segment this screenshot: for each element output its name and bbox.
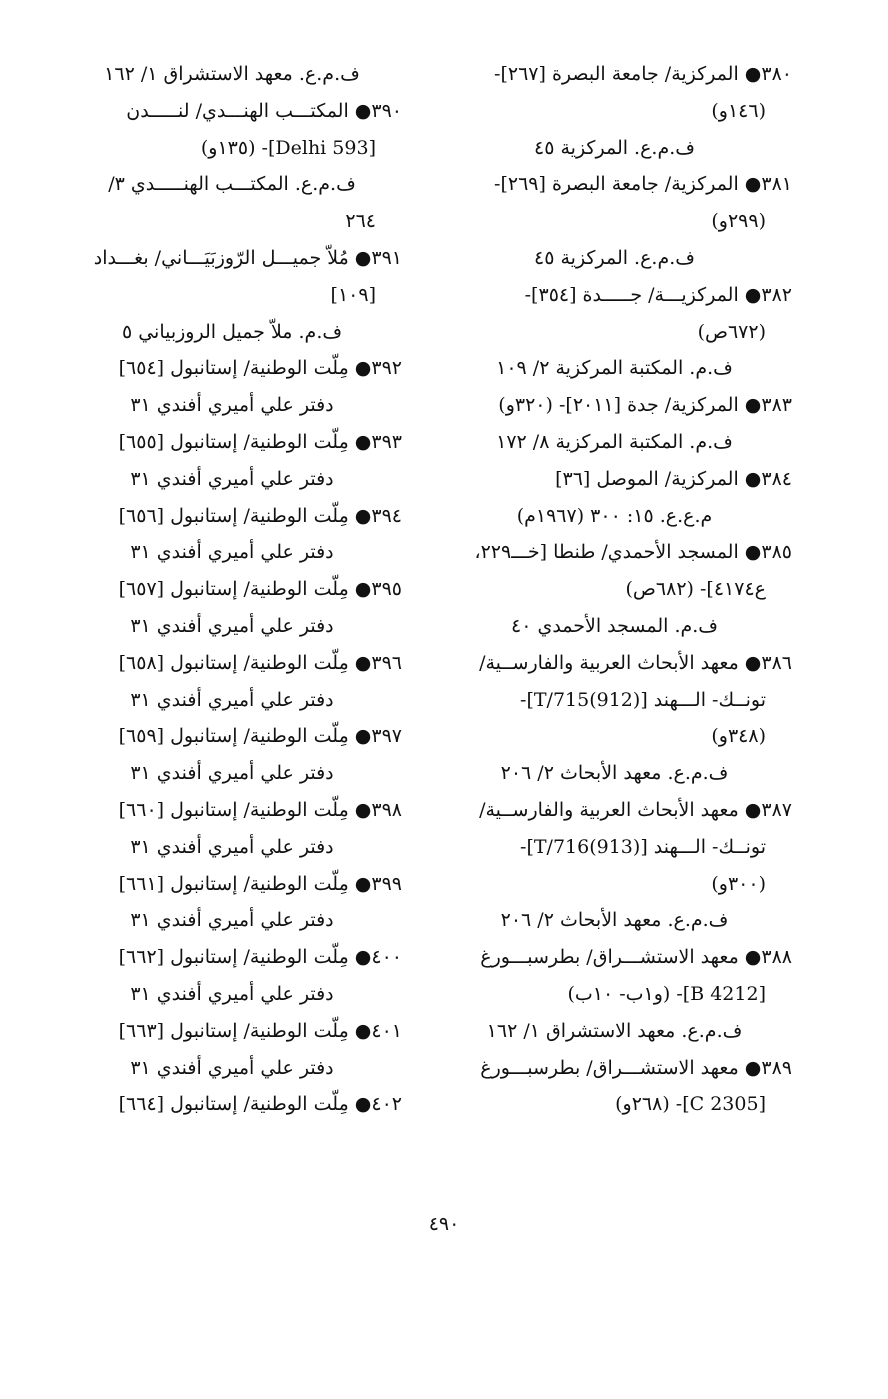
text-line: دفتر علي أميري أفندي ٣١ [130, 909, 334, 932]
text-line: ٤٠٢● مِلّت الوطنية/ إستانبول [٦٦٤] [118, 1093, 402, 1116]
text-line: دفتر علي أميري أفندي ٣١ [130, 982, 334, 1005]
text-line: تونــك- الـــهند [T/716(913)]- [520, 835, 766, 858]
text-line: دفتر علي أميري أفندي ٣١ [130, 762, 334, 785]
right-column [437, 56, 792, 1123]
text-line: ٢٦٤ [345, 210, 376, 233]
text-line: (٣٤٨و) [711, 725, 766, 748]
text-line: دفتر علي أميري أفندي ٣١ [130, 541, 334, 564]
text-line: ف.م.ع. معهد الاستشراق ١/ ١٦٢ [486, 1019, 743, 1042]
text-line: [١٠٩] [330, 283, 376, 306]
text-line: [C 2305]- (٢٦٨و) [615, 1093, 766, 1116]
text-line: ٤٠٠● مِلّت الوطنية/ إستانبول [٦٦٢] [118, 946, 402, 969]
text-line: ٣٨٦● معهد الأبحاث العربية والفارســية/ [479, 651, 792, 674]
text-line: ف.م. ملاّ جميل الروزبياني ٥ [121, 320, 343, 343]
text-line: [B 4212]- (و١ب- ١٠ب) [567, 982, 766, 1005]
text-line: ٣٨٣● المركزية/ جدة [٢٠١١]- (٣٢٠و) [498, 394, 792, 417]
text-line: ف.م.ع. معهد الأبحاث ٢/ ٢٠٦ [500, 762, 729, 785]
text-line: دفتر علي أميري أفندي ٣١ [130, 394, 334, 417]
text-line: ٣٨٨● معهد الاستشـــراق/ بطرسبـــورغ [480, 946, 792, 969]
text-line: ف.م.ع. معهد الأبحاث ٢/ ٢٠٦ [500, 909, 729, 932]
text-line: دفتر علي أميري أفندي ٣١ [130, 467, 334, 490]
text-line: ٣٨٩● معهد الاستشـــراق/ بطرسبـــورغ [480, 1056, 792, 1079]
text-line: ف.م.ع. المركزية ٤٥ [534, 246, 695, 269]
text-line: دفتر علي أميري أفندي ٣١ [130, 1056, 334, 1079]
text-line: (٣٠٠و) [711, 872, 766, 895]
text-line: ف.م. المكتبة المركزية ٢/ ١٠٩ [496, 357, 733, 380]
left-column [62, 56, 402, 1123]
text-line: ف.م.ع. المكتـــب الهنـــــدي ٣/ [108, 173, 356, 196]
text-line: ف.م.ع. المركزية ٤٥ [534, 136, 695, 159]
text-line: ٣٨٤● المركزية/ الموصل [٣٦] [555, 467, 792, 490]
text-line: ٣٨٧● معهد الأبحاث العربية والفارســية/ [479, 798, 792, 821]
text-line: [Delhi 593]- (١٣٥و) [200, 136, 376, 159]
text-line: ف.م. المسجد الأحمدي ٤٠ [510, 614, 718, 637]
page-number: ٤٩٠ [428, 1213, 460, 1235]
text-line: ٤٠١● مِلّت الوطنية/ إستانبول [٦٦٣] [118, 1019, 402, 1042]
text-line: ٣٩٤● مِلّت الوطنية/ إستانبول [٦٥٦] [118, 504, 402, 527]
text-line: ٣٩١● مُلاّ جميـــل الرّوزبَيَـــاني/ بغـــداد [93, 246, 402, 269]
text-line: ٣٩٩● مِلّت الوطنية/ إستانبول [٦٦١] [118, 872, 402, 895]
text-line: ٣٩٣● مِلّت الوطنية/ إستانبول [٦٥٥] [118, 430, 402, 453]
text-line: ف.م.ع. معهد الاستشراق ١/ ١٦٢ [104, 63, 360, 85]
text-line: ٣٩٧● مِلّت الوطنية/ إستانبول [٦٥٩] [118, 725, 402, 748]
text-line: ٣٨٠● المركزية/ جامعة البصرة [٢٦٧]- [494, 63, 792, 85]
text-line: ٣٨٢● المركزيـــة/ جـــــدة [٣٥٤]- [524, 283, 792, 306]
text-line: م.ع.ع. ١٥: ٣٠٠ (١٩٦٧م) [516, 504, 713, 527]
text-line: ٣٨٥● المسجد الأحمدي/ طنطا [خـــ٢٢٩، [474, 541, 792, 564]
text-line: (٢٩٩و) [711, 210, 766, 233]
text-line: تونــك- الـــهند [T/715(912)]- [520, 688, 766, 711]
text-line: دفتر علي أميري أفندي ٣١ [130, 688, 334, 711]
text-line: ٣٩٦● مِلّت الوطنية/ إستانبول [٦٥٨] [118, 651, 402, 674]
text-line: ٣٩٨● مِلّت الوطنية/ إستانبول [٦٦٠] [118, 798, 402, 821]
text-line: ف.م. المكتبة المركزية ٨/ ١٧٢ [496, 430, 733, 453]
text-line: ع٤١٧٤]- (٦٨٢ص) [625, 578, 766, 601]
text-line: ٣٩٥● مِلّت الوطنية/ إستانبول [٦٥٧] [118, 578, 402, 601]
text-line: ٣٩٢● مِلّت الوطنية/ إستانبول [٦٥٤] [118, 357, 402, 380]
text-line: (٦٧٢ص) [697, 320, 766, 343]
text-line: ٣٨١● المركزية/ جامعة البصرة [٢٦٩]- [494, 173, 792, 196]
text-line: دفتر علي أميري أفندي ٣١ [130, 835, 334, 858]
text-line: (١٤٦و) [711, 99, 766, 122]
text-line: دفتر علي أميري أفندي ٣١ [130, 614, 334, 637]
text-line: ٣٩٠● المكتـــب الهنـــدي/ لنـــــدن [126, 99, 402, 122]
